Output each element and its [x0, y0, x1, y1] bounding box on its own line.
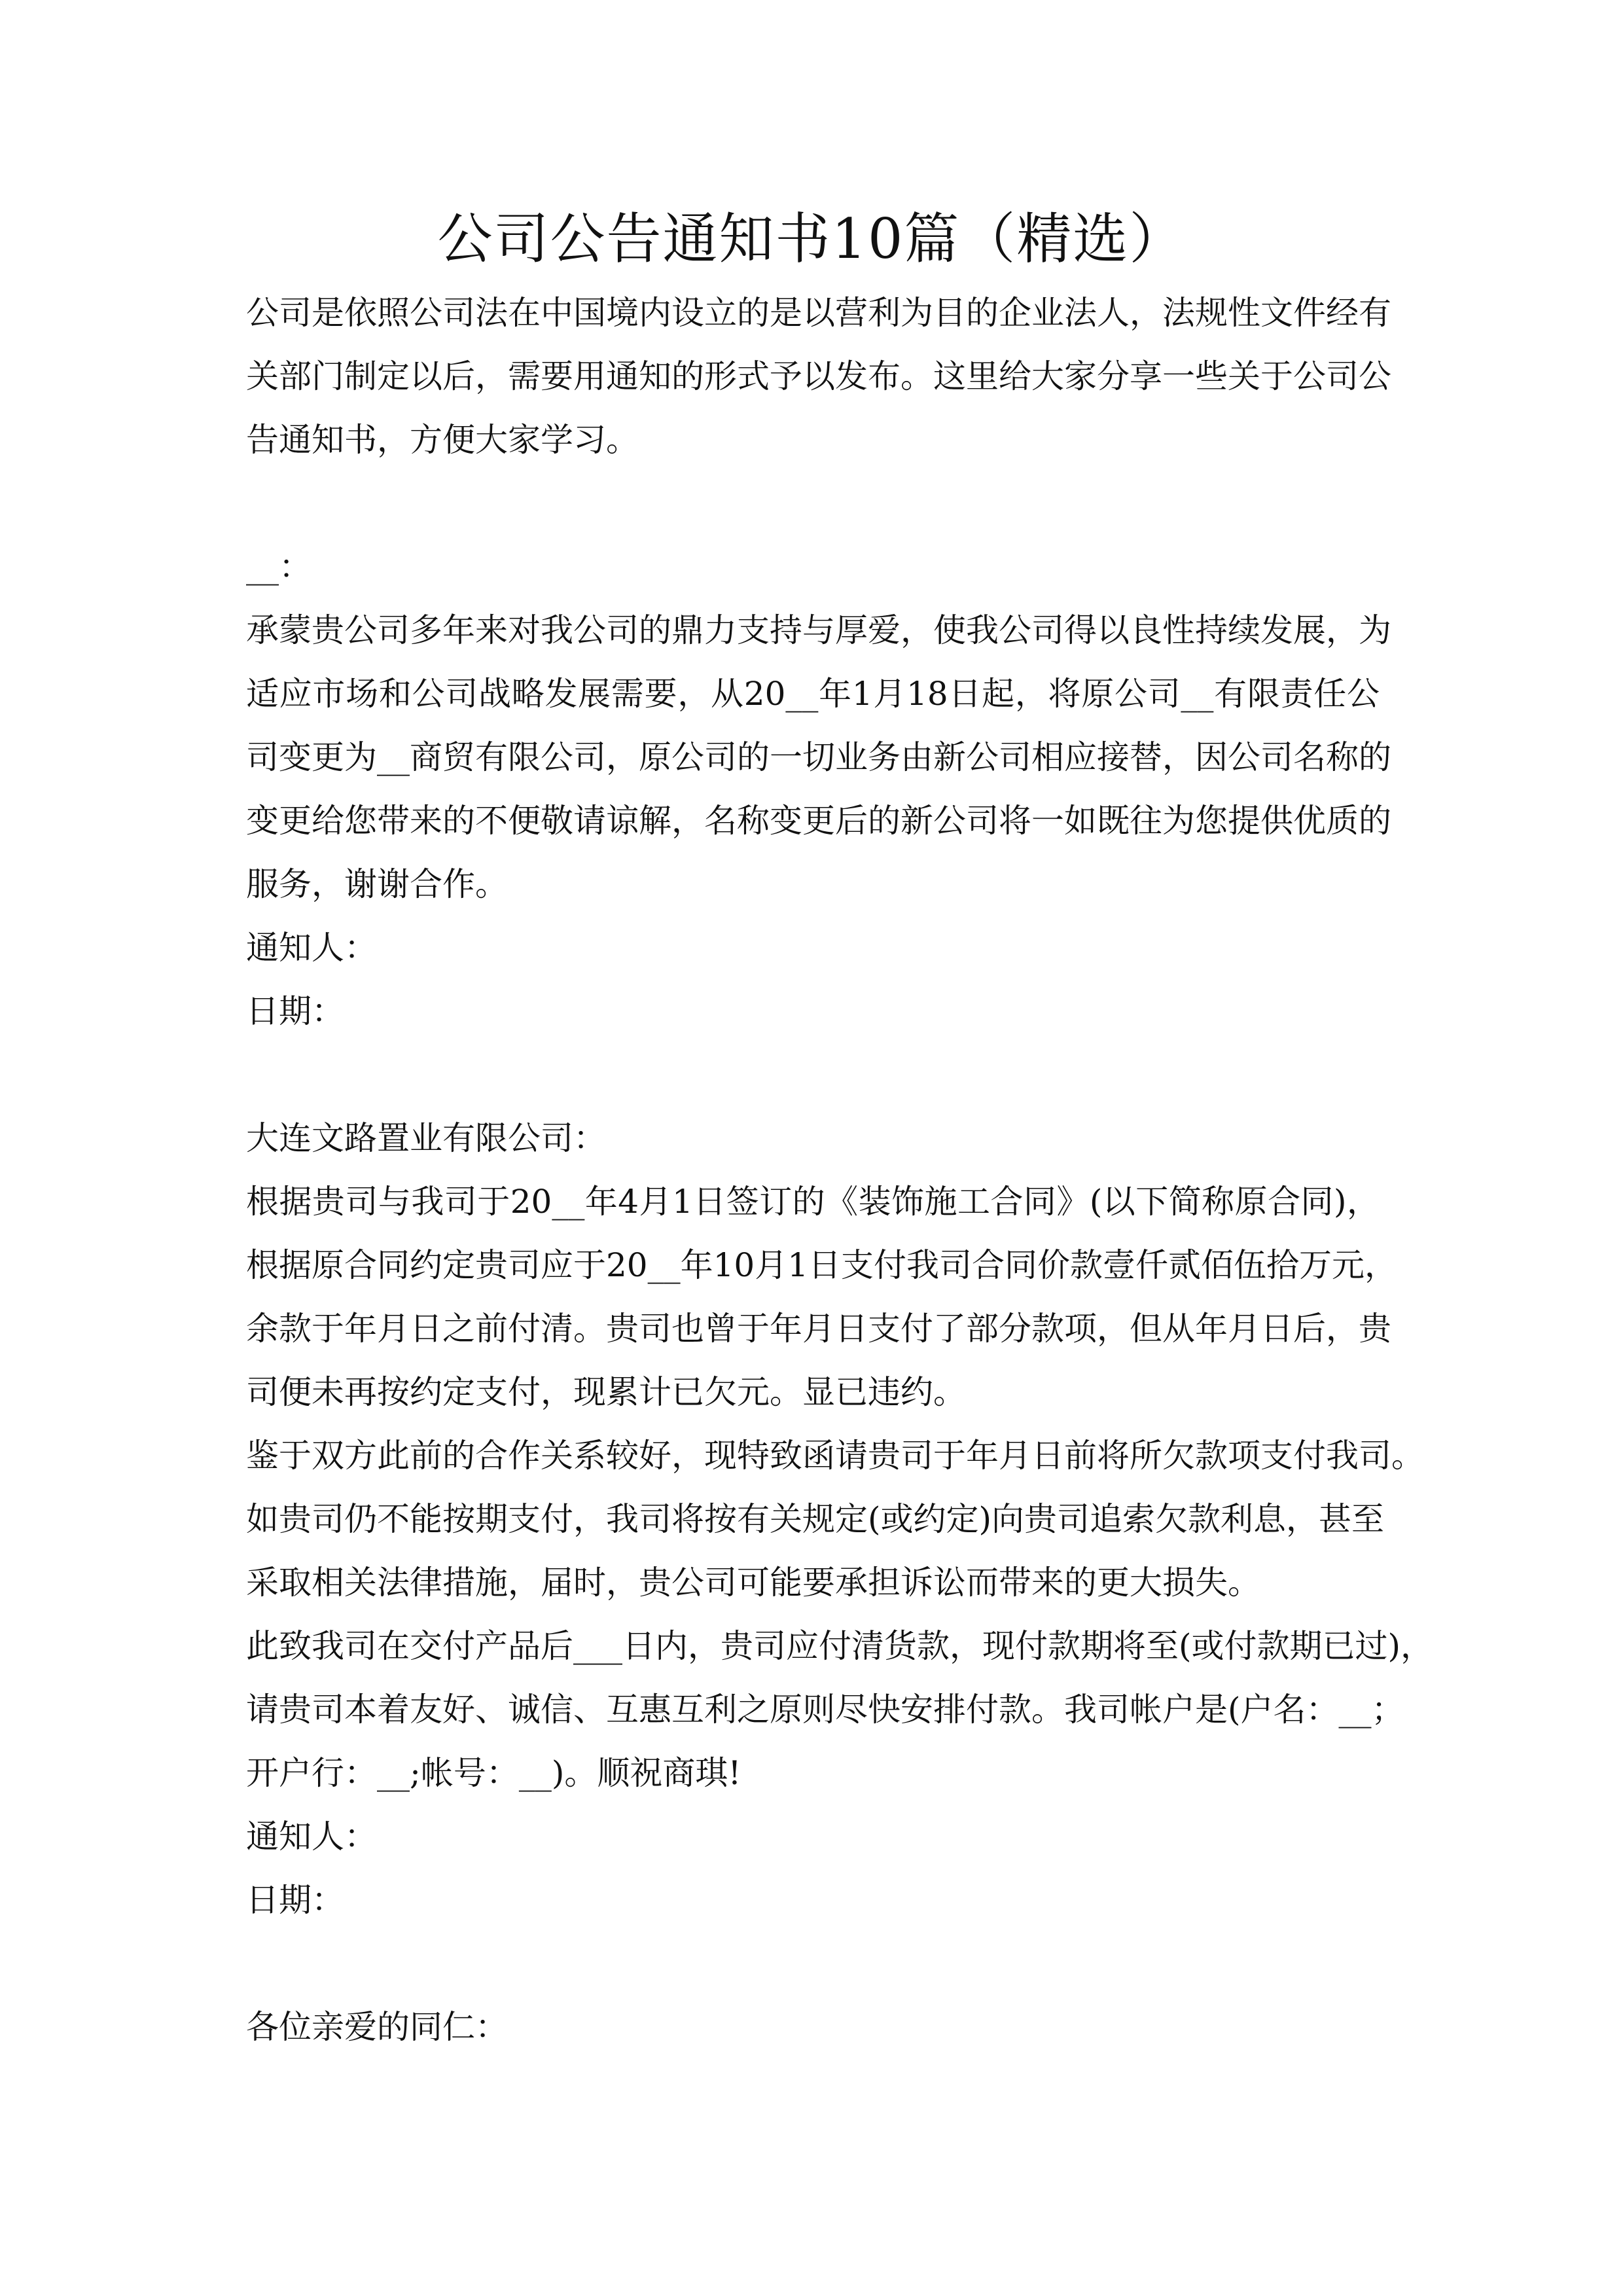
blank-line: [246, 1043, 1380, 1107]
text-line: __：: [246, 548, 312, 586]
text-line: 根据贵司与我司于20__年4月1日签订的《装饰施工合同》(以下简称原合同)，: [246, 1183, 1380, 1221]
text-line: 如贵司仍不能按期支付，我司将按有关规定(或约定)向贵司追索欠款利息，甚至: [246, 1500, 1385, 1538]
text-line: 通知人：: [246, 929, 377, 967]
document-title: 公司公告通知书10篇（精选）: [437, 207, 1186, 271]
text-line: 日期：: [246, 1881, 344, 1919]
text-line: 服务，谢谢合作。: [246, 865, 508, 903]
text-line: 大连文路置业有限公司：: [246, 1119, 606, 1157]
text-line: 承蒙贵公司多年来对我公司的鼎力支持与厚爱，使我公司得以良性持续发展，为: [246, 611, 1391, 649]
text-line: 根据原合同约定贵司应于20__年10月1日支付我司合同价款壹仟贰佰伍拾万元，: [246, 1246, 1398, 1284]
document-body: [246, 281, 1434, 2059]
text-line: 通知人：: [246, 1818, 377, 1856]
text-line: 司便未再按约定支付，现累计已欠元。显已违约。: [246, 1373, 966, 1411]
text-line: 余款于年月日之前付清。贵司也曾于年月日支付了部分款项，但从年月日后，贵: [246, 1310, 1391, 1348]
text-line: 各位亲爱的同仁：: [246, 2008, 508, 2046]
text-line: 变更给您带来的不便敬请谅解，名称变更后的新公司将一如既往为您提供优质的: [246, 802, 1391, 840]
text-line: 日期：: [246, 992, 344, 1030]
text-line: 司变更为__商贸有限公司，原公司的一切业务由新公司相应接替，因公司名称的: [246, 738, 1391, 776]
text-line: 采取相关法律措施，届时，贵公司可能要承担诉讼而带来的更大损失。: [246, 1564, 1260, 1602]
text-line: 开户行：__;帐号：__)。顺祝商琪!: [246, 1754, 741, 1792]
text-line: 此致我司在交付产品后___日内，贵司应付清货款，现付款期将至(或付款期已过)，: [246, 1627, 1434, 1665]
text-line: 鉴于双方此前的合作关系较好，现特致函请贵司于年月日前将所欠款项支付我司。: [246, 1437, 1424, 1475]
blank-line: [246, 1932, 1380, 1996]
text-line: 适应市场和公司战略发展需要，从20__年1月18日起，将原公司__有限责任公: [246, 675, 1380, 713]
blank-line: [246, 472, 1380, 535]
text-line: 告通知书，方便大家学习。: [246, 421, 639, 459]
text-line: 请贵司本着友好、诚信、互惠互利之原则尽快安排付款。我司帐户是(户名：__；: [246, 1691, 1404, 1729]
text-line: 公司是依照公司法在中国境内设立的是以营利为目的企业法人，法规性文件经有: [246, 294, 1391, 332]
text-line: 关部门制定以后，需要用通知的形式予以发布。这里给大家分享一些关于公司公: [246, 357, 1391, 395]
